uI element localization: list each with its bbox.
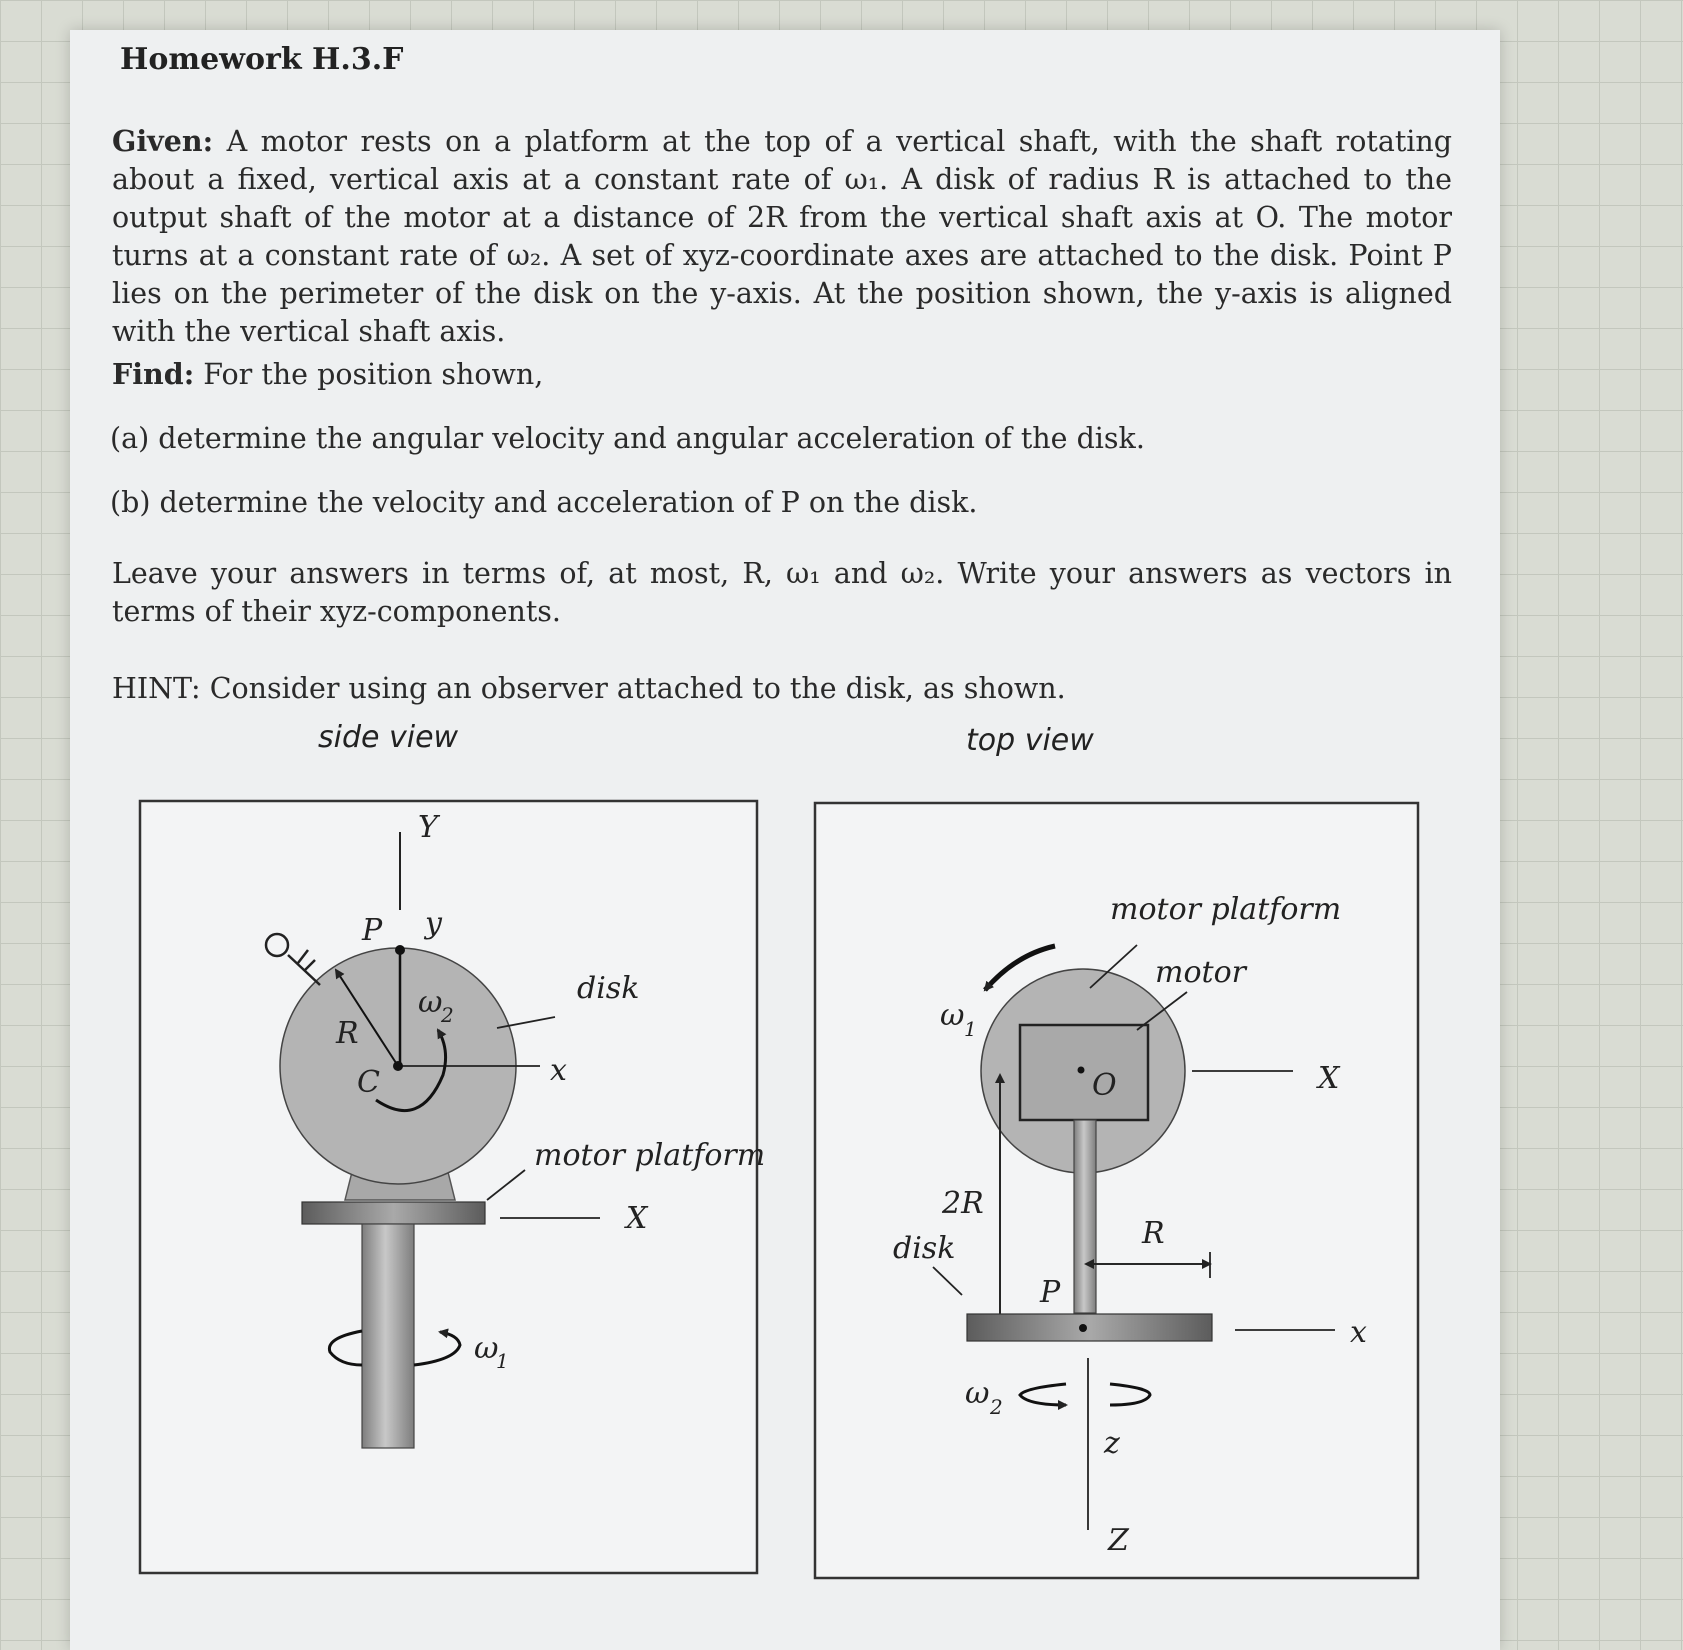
find-text: For the position shown, (203, 358, 544, 391)
label-disk: disk (893, 1231, 956, 1266)
side-view-title: side view (318, 720, 459, 755)
label-omega2: ω (965, 1376, 990, 1411)
side-platform (302, 1202, 485, 1224)
label-omega1: ω (940, 998, 965, 1033)
disk-center-dot (1079, 1324, 1087, 1332)
label-2R: 2R (942, 1186, 984, 1221)
label-R: R (1142, 1216, 1165, 1251)
center-C (393, 1061, 403, 1071)
label-C: C (357, 1065, 380, 1100)
label-motor-platform: motor platform (1110, 892, 1342, 927)
label-R: R (336, 1016, 359, 1051)
label-Y: Y (418, 810, 438, 845)
label-x: x (550, 1053, 567, 1088)
label-P: P (1040, 1275, 1061, 1310)
label-X: X (1318, 1061, 1340, 1096)
output-shaft (1074, 1120, 1096, 1313)
label-X: X (626, 1201, 648, 1236)
given-label: Given: (112, 124, 214, 158)
label-Z: Z (1108, 1523, 1129, 1558)
find-label: Find: (112, 357, 195, 391)
label-omega1: ω (474, 1331, 499, 1366)
given-text: A motor rests on a platform at the top of a vertical shaft, with the shaft rotating about a fixed, vertical axis at a constant rate of ω₁. A disk of radius R is attached to the output shaft of the motor at a distance of 2R from the vertical shaft axis at O. The motor turns at a constant rate of ω₂. A set of xyz-coordinate axes are attached to the disk. Point P lies on the perimeter of the disk on the y-axis. At the position shown, the y-axis is aligned with the vertical shaft axis. (112, 125, 1453, 348)
item-a: (a) determine the angular velocity and angular acceleration of the disk. (110, 422, 1145, 455)
hint-paragraph: HINT: Consider using an observer attached to the disk, as shown. (112, 672, 1066, 705)
top-view-diagram (815, 803, 1418, 1578)
leave-answers-paragraph: Leave your answers in terms of, at most, R, ω₁ and ω₂. Write your answers as vectors in terms of their xyz-components. (112, 557, 1452, 628)
label-P: P (362, 913, 383, 948)
top-disk-edge (967, 1314, 1212, 1341)
label-disk: disk (577, 971, 640, 1006)
label-omega2: ω (418, 985, 443, 1020)
point-P (395, 945, 405, 955)
item-b: (b) determine the velocity and acceleration of P on the disk. (110, 486, 978, 519)
side-view-diagram (140, 801, 765, 1573)
label-y: y (425, 906, 442, 941)
label-z: z (1104, 1426, 1120, 1461)
top-view-title: top view (966, 723, 1094, 758)
label-omega1-subscript: 1 (496, 1349, 509, 1373)
label-omega2-subscript: 2 (441, 1003, 454, 1027)
point-O (1078, 1067, 1085, 1074)
homework-title: Homework H.3.F (120, 42, 404, 77)
label-omega1-subscript: 1 (964, 1017, 977, 1041)
label-motor: motor (1155, 955, 1246, 990)
side-vertical-shaft (362, 1224, 414, 1448)
label-x: x (1350, 1315, 1367, 1350)
top-motor-box (1020, 1025, 1148, 1120)
label-motor-platform: motor platform (534, 1138, 766, 1173)
label-O: O (1092, 1068, 1117, 1103)
label-omega2-subscript: 2 (990, 1395, 1003, 1419)
